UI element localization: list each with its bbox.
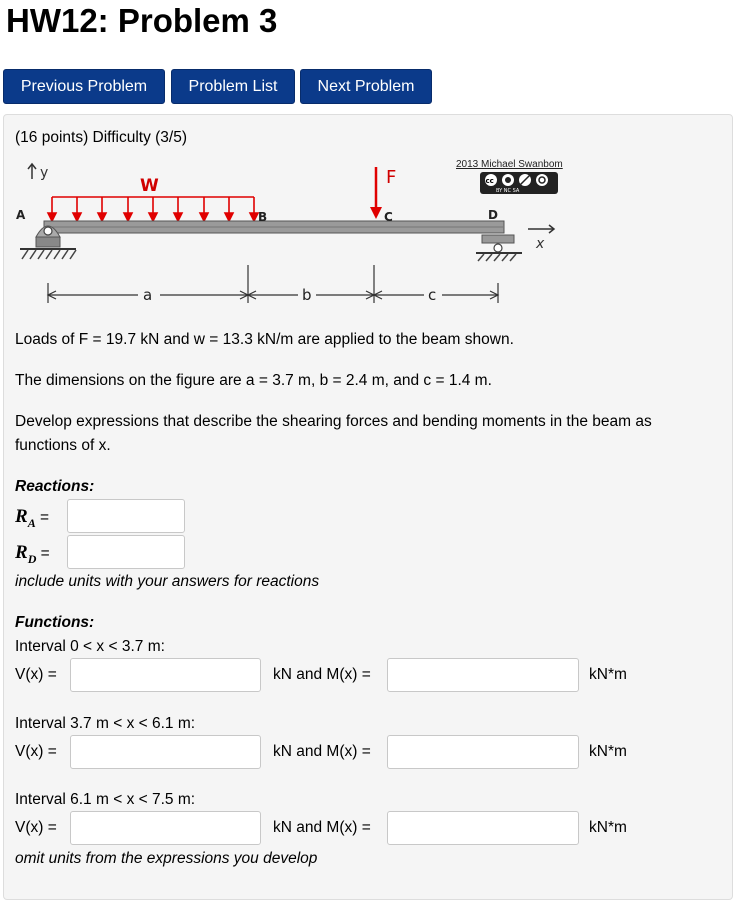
- interval-1-v-input[interactable]: [70, 658, 261, 692]
- point-d-label: D: [488, 208, 498, 222]
- functions-note: omit units from the expressions you develop: [15, 850, 318, 867]
- x-axis-label: x: [536, 236, 545, 252]
- point-a-label: A: [16, 208, 26, 222]
- reactions-note: include units with your answers for reactions: [15, 573, 320, 590]
- interval-1-label: Interval 0 < x < 3.7 m:: [15, 638, 165, 655]
- dimension-c-label: c: [428, 286, 437, 304]
- dimension-a-label: a: [143, 286, 153, 304]
- distributed-load: [48, 197, 258, 221]
- point-c-label: C: [384, 210, 393, 224]
- svg-text:cc: cc: [485, 177, 494, 185]
- interval-1-m-input[interactable]: [387, 658, 579, 692]
- page-title: HW12: Problem 3: [6, 2, 278, 39]
- instructions-line-1: Develop expressions that describe the shearing forces and bending moments in the beam as: [15, 413, 652, 430]
- copyright-text: 2013 Michael Swanbom: [456, 159, 563, 170]
- beam-figure: [14, 155, 574, 315]
- interval-2-mid-label: kN and M(x) =: [273, 743, 371, 760]
- instructions-line-2: functions of x.: [15, 437, 111, 454]
- interval-3-m-input[interactable]: [387, 811, 579, 845]
- interval-2-v-input[interactable]: [70, 735, 261, 769]
- dimension-b-label: b: [302, 286, 312, 304]
- interval-1-unit: kN*m: [589, 666, 627, 683]
- problem-list-button[interactable]: Problem List: [171, 69, 295, 104]
- f-load-label: F: [386, 167, 397, 188]
- interval-2-m-input[interactable]: [387, 735, 579, 769]
- interval-3-v-label: V(x) =: [15, 819, 57, 836]
- problem-header: (16 points) Difficulty (3/5): [15, 129, 187, 146]
- roller-support-d: [476, 235, 522, 261]
- next-problem-button[interactable]: Next Problem: [300, 69, 432, 104]
- previous-problem-button[interactable]: Previous Problem: [3, 69, 165, 104]
- reactions-heading: Reactions:: [15, 478, 95, 495]
- interval-3-unit: kN*m: [589, 819, 627, 836]
- interval-3-v-input[interactable]: [70, 811, 261, 845]
- rd-label: $R_D$ =: [15, 542, 50, 566]
- functions-heading: Functions:: [15, 614, 95, 631]
- rd-input[interactable]: [67, 535, 185, 569]
- cc-license-badge: [480, 172, 558, 194]
- loads-text: Loads of F = 19.7 kN and w = 13.3 kN/m are applied to the beam shown.: [15, 331, 514, 348]
- ra-input[interactable]: [67, 499, 185, 533]
- ra-label: $R_A$ =: [15, 506, 50, 530]
- problem-panel: [3, 114, 733, 900]
- interval-2-v-label: V(x) =: [15, 743, 57, 760]
- interval-2-label: Interval 3.7 m < x < 6.1 m:: [15, 715, 196, 732]
- dimensions-text: The dimensions on the figure are a = 3.7 m, b = 2.4 m, and c = 1.4 m.: [15, 372, 492, 389]
- w-load-label: W: [140, 176, 159, 196]
- license-text: BY NC SA: [496, 188, 520, 194]
- point-b-label: B: [258, 210, 268, 224]
- interval-1-mid-label: kN and M(x) =: [273, 666, 371, 683]
- interval-2-unit: kN*m: [589, 743, 627, 760]
- y-axis-label: y: [40, 165, 49, 181]
- interval-3-mid-label: kN and M(x) =: [273, 819, 371, 836]
- interval-3-label: Interval 6.1 m < x < 7.5 m:: [15, 791, 196, 808]
- interval-1-v-label: V(x) =: [15, 666, 57, 683]
